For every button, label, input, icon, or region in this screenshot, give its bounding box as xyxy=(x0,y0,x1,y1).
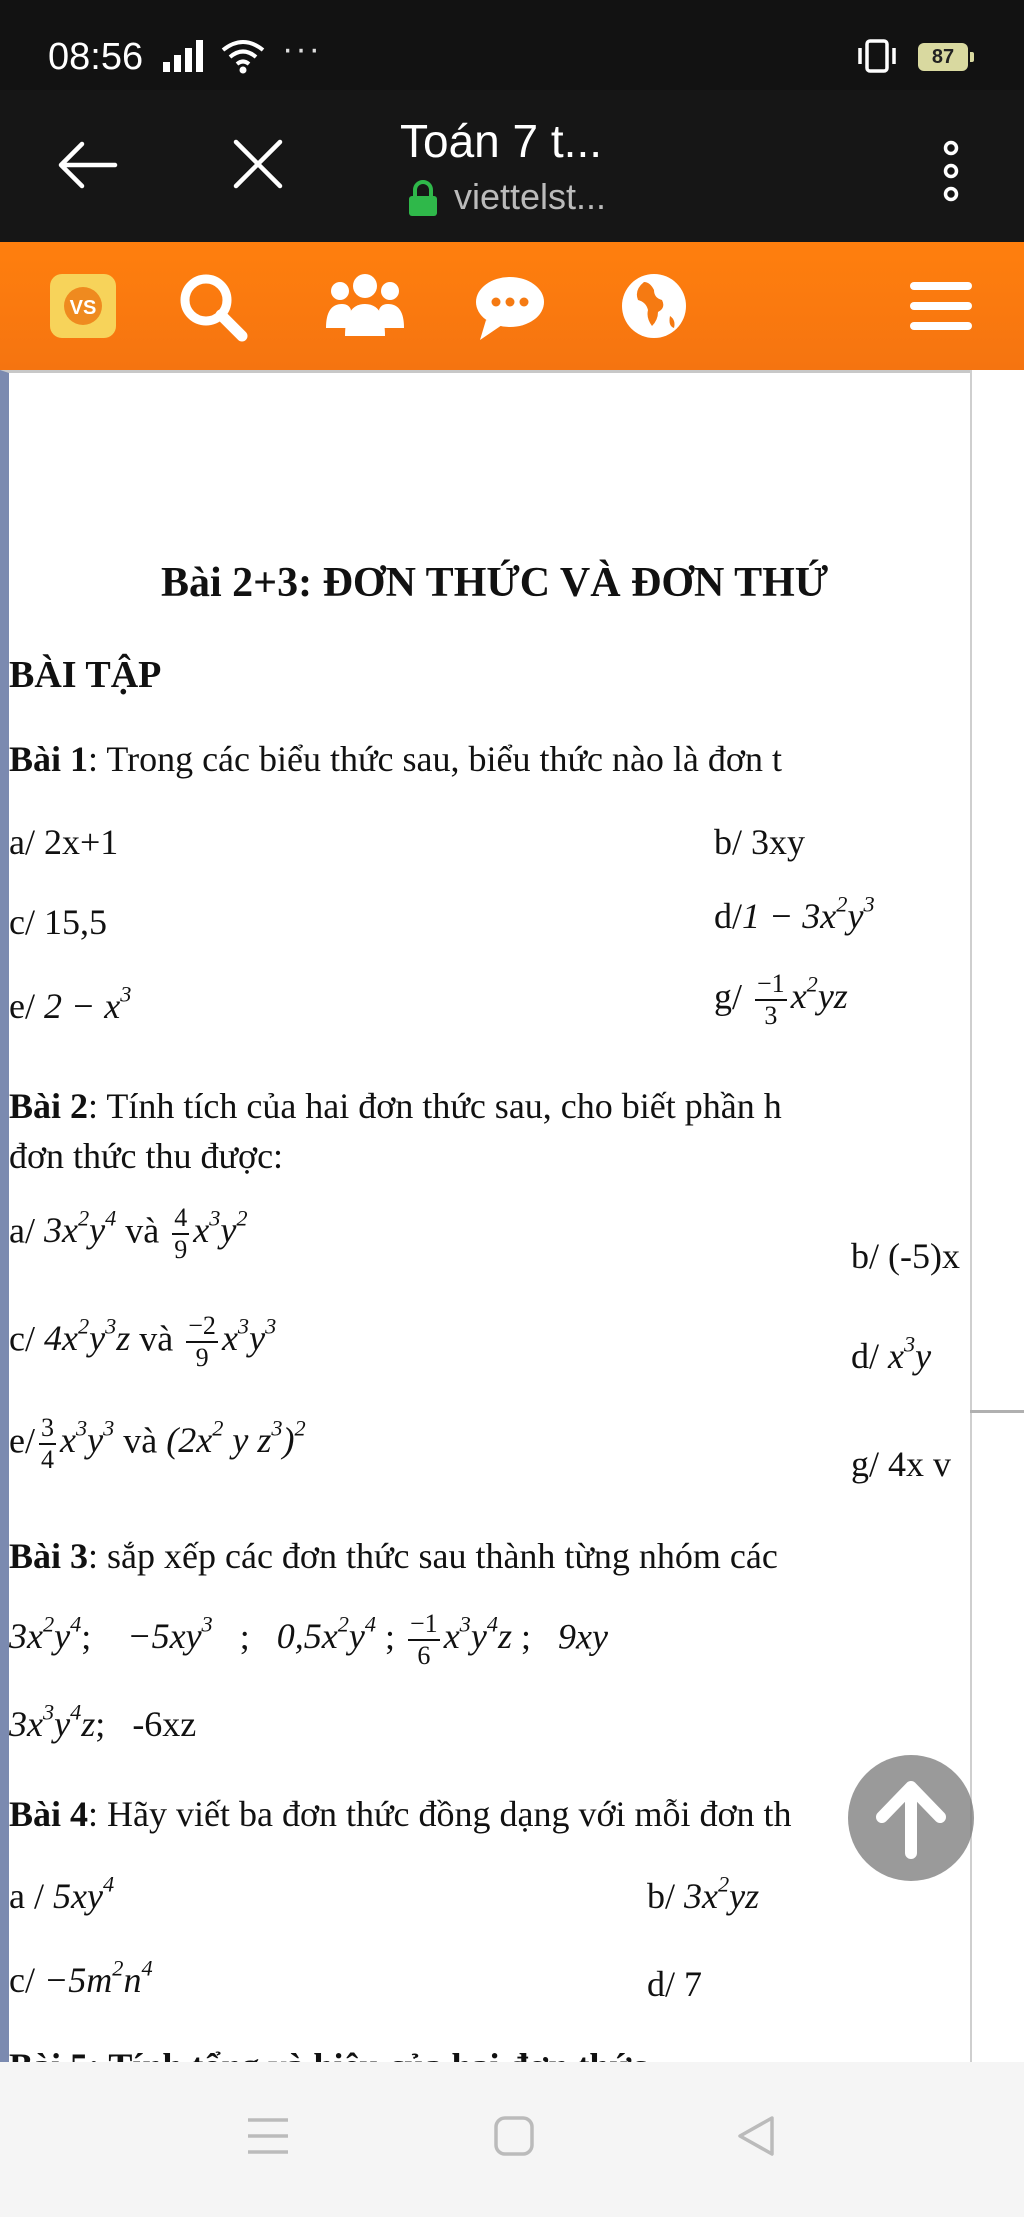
doc-heading: Bài 2+3: ĐƠN THỨC VÀ ĐƠN THỨ xyxy=(161,560,829,606)
scroll-marker xyxy=(970,1410,1024,1413)
ex1-item-d: $d/1 - 3x^2y^3$ xyxy=(714,891,875,936)
signal-icon xyxy=(163,40,207,77)
ex2-item-g: g/ 4x v xyxy=(851,1444,952,1484)
battery-icon: 87 xyxy=(918,43,968,71)
svg-text:VS: VS xyxy=(69,297,97,319)
ex2-item-c: c/ $4x^2y^3z$ và $\frac{-2}{9}$ $x^3y^3$ xyxy=(9,1311,277,1372)
globe-icon[interactable] xyxy=(616,268,692,349)
ex4-item-c: $c/ -5m^2n^4$ xyxy=(9,1955,153,2000)
exercise-4: Bài 4: Hãy viết ba đơn thức đồng dạng với mỗi đơn th xyxy=(9,1794,792,1834)
status-more-icon: ··· xyxy=(282,30,322,68)
page-title: Toán 7 t... xyxy=(400,115,603,167)
chat-icon[interactable] xyxy=(472,268,548,349)
site-logo-icon[interactable] xyxy=(46,268,120,347)
status-bar xyxy=(0,0,1024,90)
system-nav-bar xyxy=(0,2062,1024,2217)
exercise-2-cont: đơn thức thu được: xyxy=(9,1136,284,1176)
recents-icon[interactable] xyxy=(246,2114,290,2163)
ex2-item-a: a/ $3x^2y^4$ và $\frac{4}{9}$ $x^3y^2$ xyxy=(9,1203,248,1264)
ex2-item-d: d/ $x^3y$ xyxy=(851,1331,932,1376)
site-nav-bar xyxy=(0,242,1024,370)
ex4-item-b: b/ $3x^2yz$ xyxy=(647,1871,760,1916)
document-viewer[interactable] xyxy=(0,370,970,2062)
vibrate-icon xyxy=(855,38,899,79)
search-icon[interactable] xyxy=(174,268,250,349)
section-title: BÀI TẬP xyxy=(9,654,162,696)
page-url[interactable]: viettelst... xyxy=(454,176,607,217)
status-time: 08:56 xyxy=(48,36,144,78)
ex1-item-c: c/ 15,5 xyxy=(9,902,107,942)
ex3-terms-line1: $3x^2y^4$; $-5xy^3$ ; $0,5x^2y^4$ ; $\frac{-1}{6}$ $x^3y^4z$ ; 9xy xyxy=(9,1609,608,1670)
ex3-terms-line2: $3x^3y^4z$; -6xz xyxy=(9,1699,197,1744)
browser-toolbar xyxy=(0,90,1024,242)
back-arrow-icon[interactable] xyxy=(55,140,117,195)
wifi-icon xyxy=(220,38,266,79)
exercise-1: Bài 1: Trong các biểu thức sau, biểu thức nào là đơn t xyxy=(9,739,782,779)
ex1-item-a: a/ 2x+1 xyxy=(9,822,119,862)
ex1-item-b: b/ 3xy xyxy=(714,822,806,862)
arrow-up-icon xyxy=(848,1755,974,1881)
hamburger-menu-icon[interactable] xyxy=(906,268,976,349)
group-icon[interactable] xyxy=(325,268,405,349)
ex4-item-a: a / $5xy^4$ xyxy=(9,1871,115,1916)
exercise-3: Bài 3: sắp xếp các đơn thức sau thành từng nhóm các xyxy=(9,1536,778,1576)
close-icon[interactable] xyxy=(232,138,284,195)
ex4-item-d: d/ 7 xyxy=(647,1964,703,2004)
exercise-2: Bài 2: Tính tích của hai đơn thức sau, cho biết phần h xyxy=(9,1086,782,1126)
ex1-item-e: e/ $2 - x^3$ xyxy=(9,981,132,1026)
scroll-to-top-button[interactable] xyxy=(848,1755,974,1881)
back-icon[interactable] xyxy=(734,2114,778,2163)
lock-icon xyxy=(405,178,441,223)
ex2-item-b: b/ (-5)x xyxy=(851,1236,960,1276)
ex1-item-g: g/ $\frac{-1}{3}$ $x^2yz$ xyxy=(714,969,848,1030)
kebab-menu-icon[interactable] xyxy=(940,140,962,207)
ex2-item-e: e/ $\frac{3}{4}$ $x^3y^3$ và ($2x^2$ y $z^3)^2$ xyxy=(9,1413,306,1474)
home-icon[interactable] xyxy=(492,2114,536,2163)
page-right-edge xyxy=(970,370,1024,2062)
